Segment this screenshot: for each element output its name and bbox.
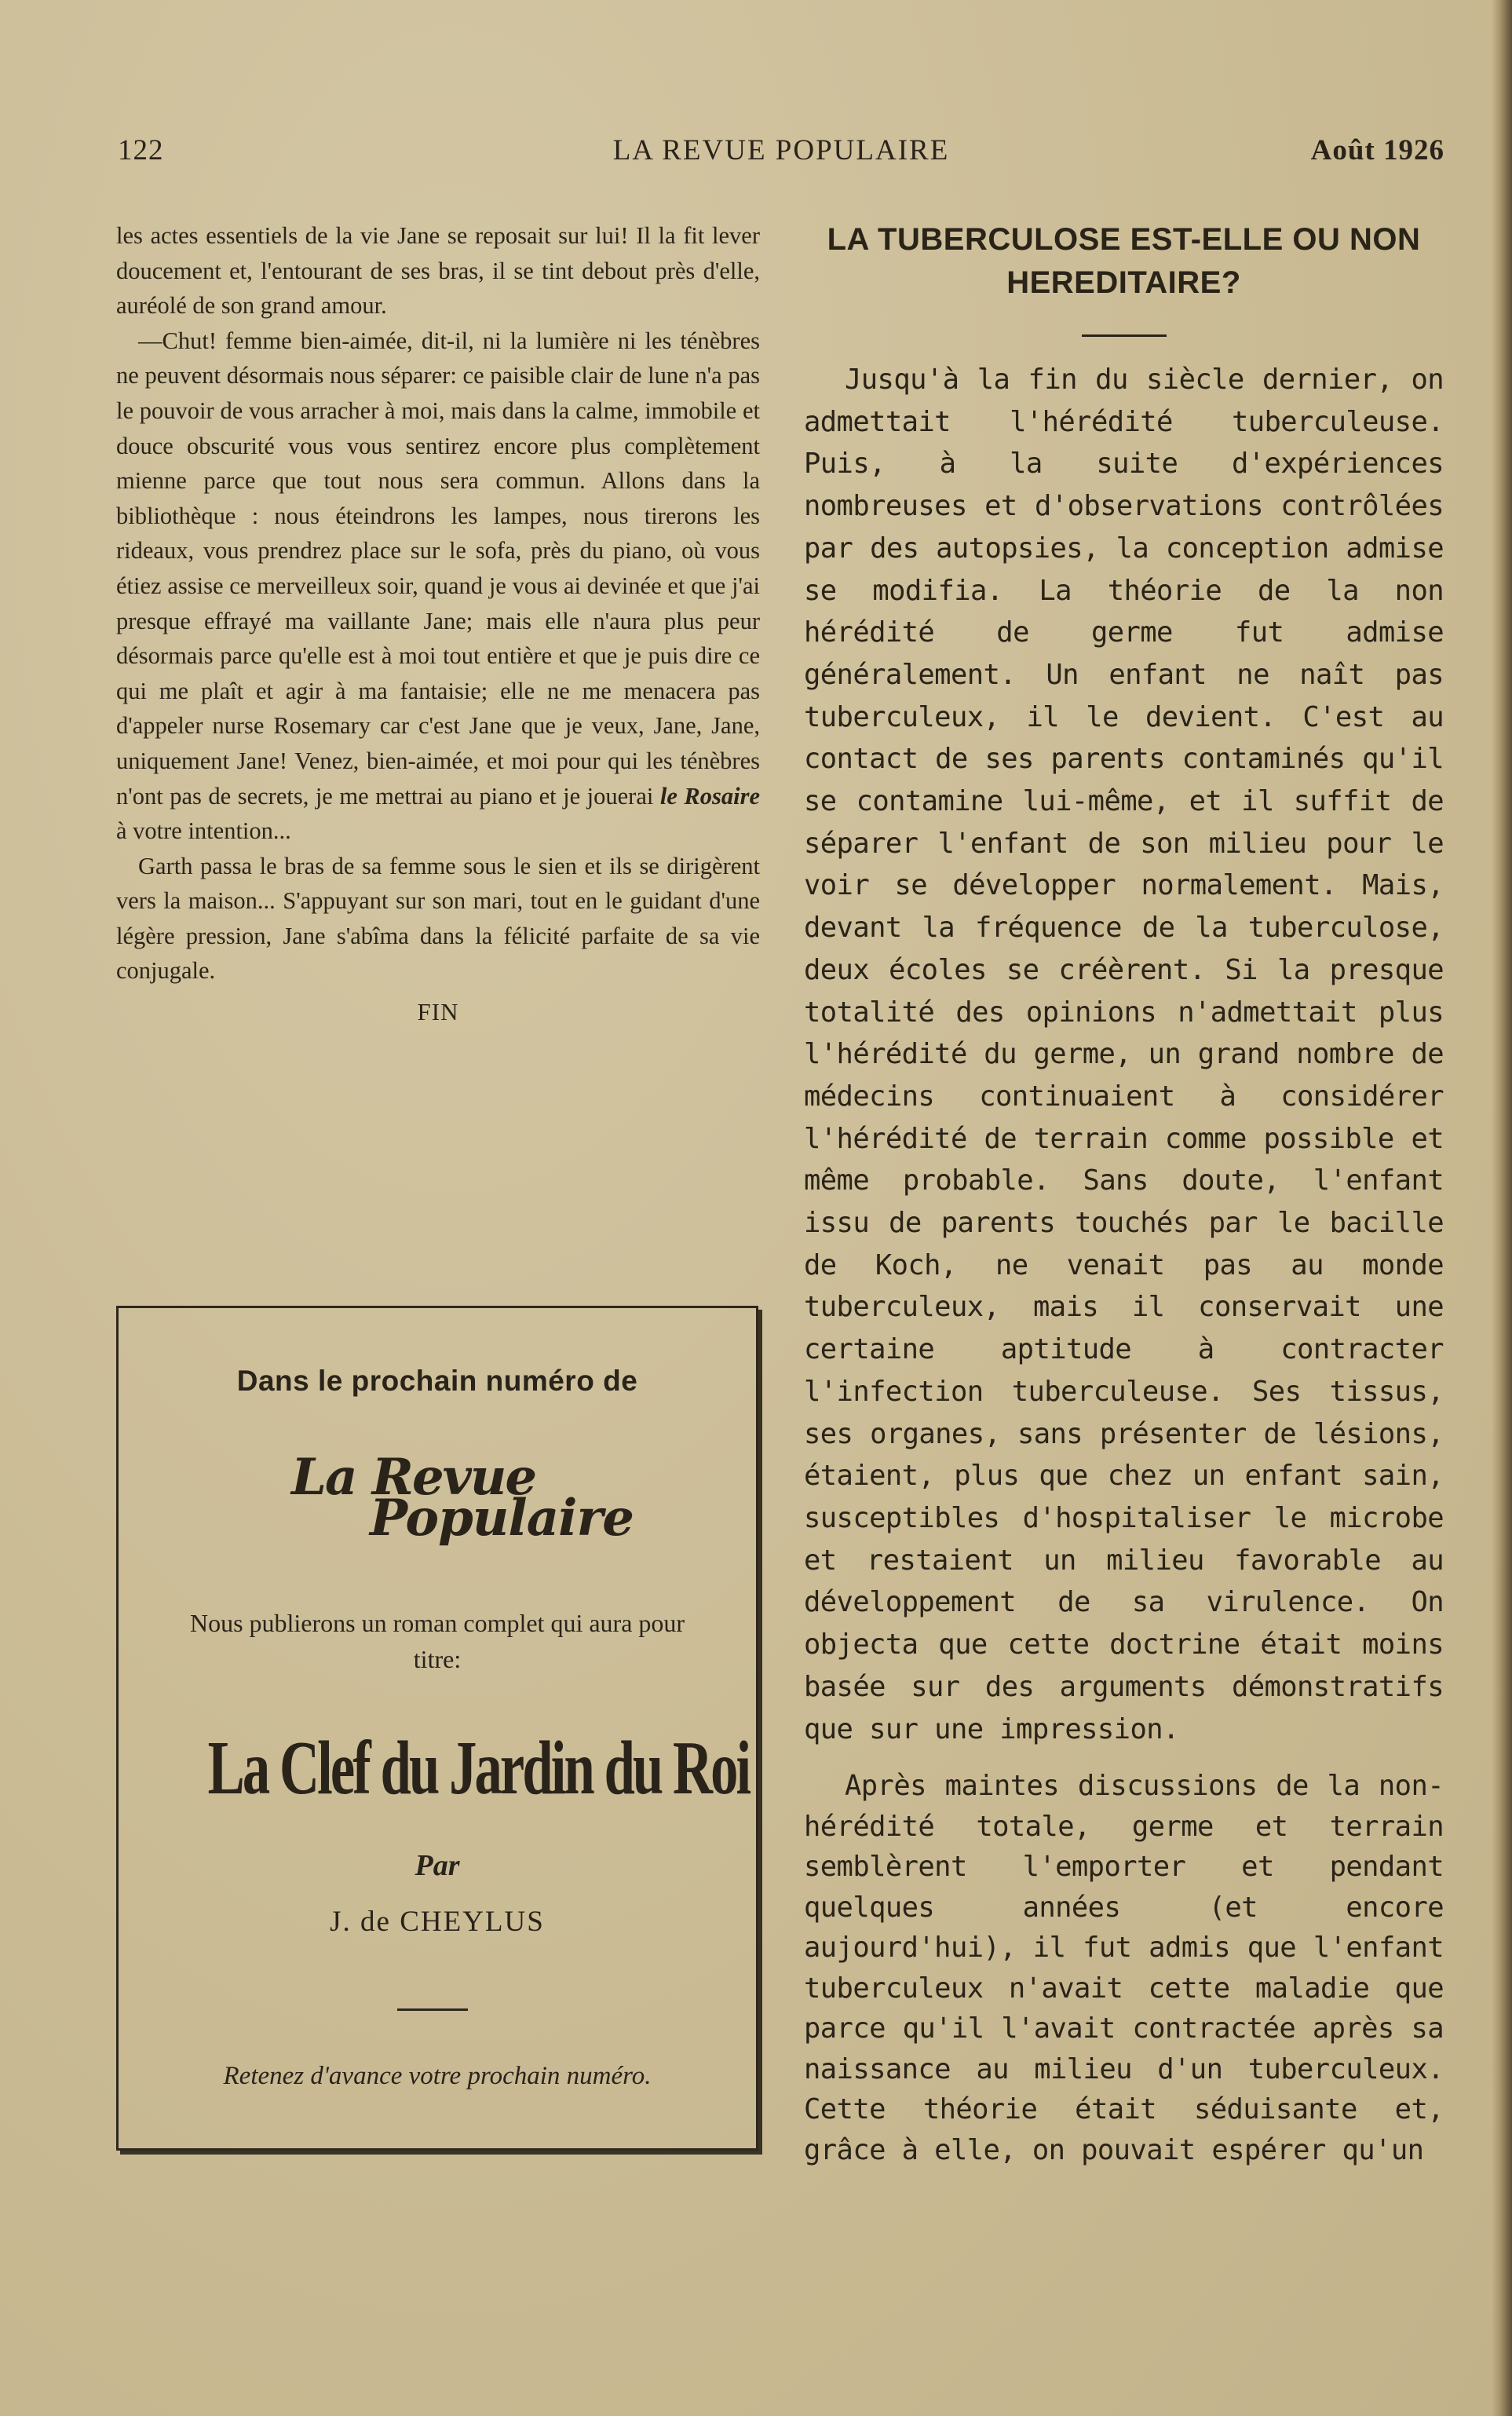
story-paragraph: Garth passa le bras de sa femme sous le sien et ils se dirigèrent vers la maison... S'appuyant sur son mari, tout en le guidant d'une légère pression, Jane s'abîma dans la félicité parfaite de sa vie conjugale. [116, 852, 760, 985]
revue-logo [119, 1448, 756, 1548]
next-issue-advert [116, 1306, 758, 2151]
advert-intro: Dans le prochain numéro de [236, 1365, 638, 1397]
running-header [118, 133, 1444, 173]
issue-date: Août 1926 [1310, 134, 1444, 166]
story-column [116, 218, 760, 1030]
story-paragraph [116, 323, 760, 849]
advert-reminder: Retenez d'avance votre prochain numéro. [223, 2062, 652, 2090]
article-title: LA TUBERCULOSE EST-ELLE OU NON HEREDITAIRE? [827, 222, 1421, 300]
page-edge [1492, 0, 1512, 2416]
story-paragraph-text: —Chut! femme bien-aimée, dit-il, ni la lumière ni les ténèbres ne peuvent désormais nous séparer: ce paisible clair de lune n'a pas le pouvoir de vous arracher à moi, mais dans la calme, immobile et douce obscurité vous vous sentirez encore plus complètement mienne parce que tout nous sera commun. Allons dans la bibliothèque : nous éteindrons les lampes, nous tirerons les rideaux, vous prendrez place sur le sofa, près du piano, où vous étiez assise ce merveilleux soir, quand je vous ai devinée et que j'ai presque effrayé ma vaillante Jane; mais elle n'aura plus peur désormais parce qu'elle est à moi tout entière et que je puis dire ce qui me plaît et agir à ma fantaisie; elle ne me menacera pas d'appeler nurse Rosemary car c'est Jane que je veux, Jane, Jane, uniquement Jane! Venez, bien-aimée, et moi pour qui les ténèbres n'ont pas de secrets, je me mettrai au piano et je jouerai [116, 327, 760, 810]
page-number: 122 [118, 134, 164, 166]
title-divider [1082, 334, 1167, 337]
advert-divider [397, 2008, 468, 2011]
story-end: FIN [417, 998, 459, 1026]
article-paragraph: Après maintes discussions de la non-hérédité totale, germe et terrain semblèrent l'emporter et pendant quelques années (et encore aujourd'hui), il fut admis que l'enfant tuberculeux n'avait cette maladie que parce qu'il l'avait contractée après sa naissance au milieu d'un tuberculeux. Cette théorie était séduisante et, grâce à elle, on pouvait espérer qu'un [804, 1770, 1444, 2166]
article-paragraph: Jusqu'à la fin du siècle dernier, on admettait l'hérédité tuberculeuse. Puis, à la suite d'expériences nombreuses et d'observations contrôlées par des autopsies, la conception admise se modifia. La théorie de la non hérédité de germe fut admise généralement. Un enfant ne naît pas tuberculeux, il le devient. C'est au contact de ses parents contaminés qu'il se contamine lui-même, et il suffit de séparer l'enfant de son milieu pour le voir se développer normalement. Mais, devant la fréquence de la tuberculose, deux écoles se créèrent. Si la presque totalité des opinions n'admettait plus l'hérédité du germe, un grand nombre de médecins continuaient à considérer l'hérédité de terrain comme possible et même probable. Sans doute, l'enfant issu de parents touchés par le bacille de Koch, ne venait pas au monde tuberculeux, mais il conservait une certaine aptitude à contracter l'infection tuberculeuse. Ses tissus, ses organes, sans présenter de lésions, étaient, plus que chez un enfant sain, susceptibles d'hospitaliser le microbe et restaient un milieu favorable au développement de sa virulence. On objecta que cette doctrine était moins basée sur des arguments démonstratifs que sur une impression. [804, 364, 1444, 1745]
by-label: Par [415, 1849, 460, 1882]
book-title: La Clef du Jardin du Roi [207, 1726, 750, 1811]
logo-line-2: Populaire [370, 1489, 634, 1548]
journal-title: LA REVUE POPULAIRE [612, 134, 950, 166]
advert-announcement: Nous publierons un roman complet qui aura pour titre: [189, 1609, 685, 1673]
article-column [804, 218, 1444, 2170]
book-author: J. de CHEYLUS [330, 1906, 545, 1938]
song-title: le Rosaire [659, 782, 761, 810]
story-paragraph: les actes essentiels de la vie Jane se reposait sur lui! Il la fit lever doucement et, l'entourant de ses bras, il se tint debout près d'elle, auréolé de son grand amour. [116, 222, 760, 320]
story-paragraph-tail: à votre intention... [116, 817, 291, 845]
logo-line-1: La Revue [291, 1448, 536, 1507]
